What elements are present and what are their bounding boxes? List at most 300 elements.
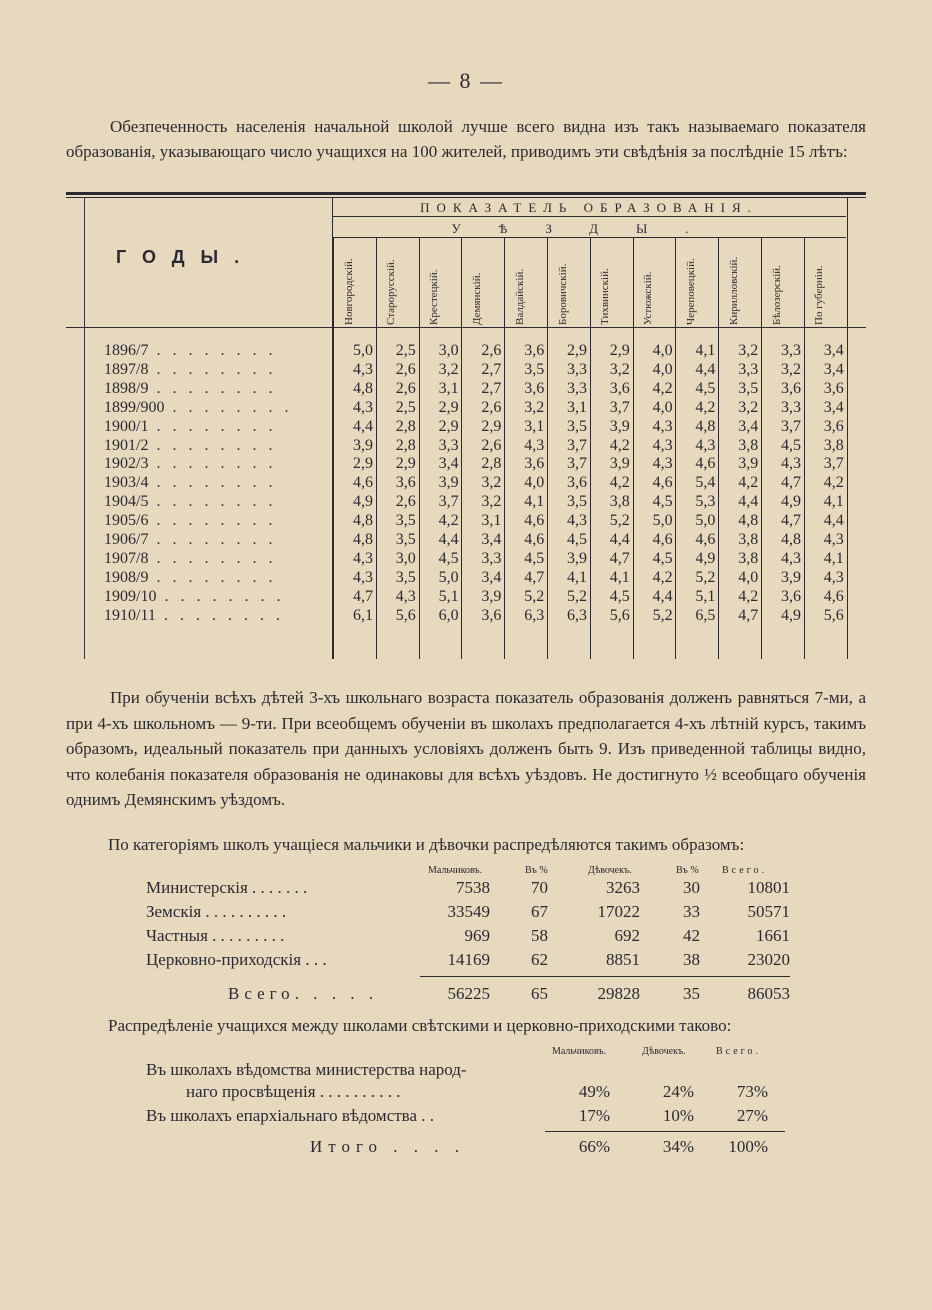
year-text: 1898/9 bbox=[104, 379, 149, 397]
table-cell: 3,5 bbox=[395, 531, 416, 548]
category-value: 33 bbox=[683, 902, 700, 921]
table-cell: 3,4 bbox=[823, 360, 844, 378]
table-cell: 4,5 bbox=[652, 549, 673, 567]
table-top-rule-thin bbox=[66, 197, 866, 198]
leader-dots: . . . bbox=[301, 950, 327, 969]
table-cell: 3,5 bbox=[567, 417, 587, 435]
table-cell: 2,6 bbox=[481, 436, 502, 454]
table-cell: 5,1 bbox=[438, 587, 459, 605]
table-cell: 3,6 bbox=[524, 379, 545, 397]
header-bottom-rule bbox=[66, 327, 866, 328]
leader-dots: . . . . . . . . bbox=[155, 606, 284, 624]
column-divider bbox=[761, 237, 762, 659]
table-cell: 2,7 bbox=[481, 360, 502, 378]
table-cell: 3,9 bbox=[481, 587, 502, 605]
dist-header-girls: Дѣвочекъ. bbox=[642, 1046, 686, 1057]
category-total-value: 29828 bbox=[597, 984, 640, 1003]
leader-dots: . . . . . . . . bbox=[148, 342, 277, 359]
table-cell: 4,8 bbox=[353, 379, 373, 397]
table-cell: 3,3 bbox=[567, 379, 587, 397]
table-cell: 3,6 bbox=[823, 417, 844, 435]
table-cell: 4,7 bbox=[781, 512, 801, 530]
column-divider bbox=[419, 237, 420, 659]
table-cell: 4,4 bbox=[695, 360, 716, 378]
table-cell: 4,3 bbox=[524, 436, 545, 454]
table-cell: 4,2 bbox=[652, 568, 673, 586]
column-header bbox=[761, 239, 804, 325]
dist-header-total: Всего. bbox=[716, 1046, 762, 1057]
table-cell: 4,1 bbox=[823, 549, 844, 567]
category-value: 692 bbox=[614, 926, 640, 945]
table-cell: 3,2 bbox=[738, 398, 759, 416]
leader-dots: . . . . . . . . bbox=[148, 379, 277, 397]
category-name: Церковно-приходскія bbox=[146, 950, 302, 969]
table-cell: 4,0 bbox=[524, 474, 545, 492]
table-cell: 5,0 bbox=[695, 512, 716, 530]
dist-total-girls: 34% bbox=[662, 1137, 694, 1156]
distribution-total-rule bbox=[545, 1131, 785, 1132]
table-cell: 4,3 bbox=[353, 568, 373, 586]
column-divider bbox=[504, 237, 505, 659]
table-cell: 3,9 bbox=[609, 417, 630, 435]
table-cell: 3,5 bbox=[395, 512, 416, 530]
category-value: 3263 bbox=[606, 878, 640, 897]
table-cell: 4,3 bbox=[353, 398, 373, 416]
table-cell: 3,6 bbox=[609, 379, 630, 397]
category-name: Земскія bbox=[146, 902, 202, 921]
leader-dots: . . . . . . . . bbox=[148, 512, 277, 530]
category-value: 42 bbox=[683, 926, 700, 945]
category-value: 14169 bbox=[447, 950, 490, 969]
table-cell: 2,8 bbox=[395, 417, 416, 435]
table-cell: 3,2 bbox=[609, 360, 630, 378]
category-name: Министерскія bbox=[146, 878, 248, 897]
table-cell: 4,3 bbox=[652, 455, 673, 473]
table-cell: 3,7 bbox=[567, 455, 587, 473]
column-divider bbox=[633, 237, 634, 659]
table-cell: 5,2 bbox=[695, 568, 716, 586]
table-cell: 6,3 bbox=[567, 606, 587, 624]
leader-dots: . . . . . . . . bbox=[148, 474, 277, 492]
table-cell: 3,2 bbox=[481, 493, 502, 511]
year-text: 1897/8 bbox=[104, 360, 149, 378]
table-cell: 3,3 bbox=[781, 342, 801, 359]
paragraph-2: При обученіи всѣхъ дѣтей 3-хъ школьнаго возраста показатель образованія долженъ равняться 7-ми, а при 4-хъ школьномъ — 9-ти. При всеобщемъ обученіи въ школахъ предполагается 4-хъ лѣтній курсъ, такимъ образомъ, идеальный показатель при данныхъ условіяхъ долженъ быть 9. Изъ приведенной таблицы видно, что колебанія показателя образованія не одинаковы для всѣхъ уѣздовъ. Не достигнуто ½ всеобщаго обученія однимъ Демянскимъ уѣздомъ. bbox=[66, 688, 866, 809]
table-cell: 3,2 bbox=[738, 342, 759, 359]
year-text: 1903/4 bbox=[104, 474, 149, 492]
leader-dots: . . . . . . . . bbox=[148, 568, 277, 586]
table-cell: 4,1 bbox=[695, 342, 716, 359]
table-cell: 4,8 bbox=[695, 417, 716, 435]
table-cell: 4,1 bbox=[609, 568, 630, 586]
category-name: Частныя bbox=[146, 926, 208, 945]
table-cell: 3,5 bbox=[524, 360, 545, 378]
category-total-value: 65 bbox=[531, 984, 548, 1003]
table-cell: 2,6 bbox=[481, 398, 502, 416]
table-cell: 4,4 bbox=[823, 512, 844, 530]
group-header: ПОКАЗАТЕЛЬ ОБРАЗОВАНІЯ. bbox=[420, 200, 758, 215]
table-cell: 3,9 bbox=[438, 474, 459, 492]
table-vline bbox=[84, 197, 85, 659]
table-cell: 4,3 bbox=[652, 417, 673, 435]
table-cell: 5,2 bbox=[524, 587, 545, 605]
table-cell: 6,3 bbox=[524, 606, 545, 624]
table-cell: 3,6 bbox=[524, 342, 545, 359]
category-value: 23020 bbox=[747, 950, 790, 969]
table-cell: 4,3 bbox=[781, 455, 801, 473]
table-cell: 4,7 bbox=[524, 568, 545, 586]
year-text: 1908/9 bbox=[104, 568, 149, 586]
table-cell: 4,7 bbox=[781, 474, 801, 492]
column-header-label: Бѣлозерскій. bbox=[770, 265, 783, 325]
table-cell: 3,6 bbox=[395, 474, 416, 492]
dist-total-total: 100% bbox=[728, 1137, 768, 1156]
column-header bbox=[504, 239, 547, 325]
table-cell: 5,6 bbox=[823, 606, 844, 624]
dist-row1-label-line1: Въ школахъ вѣдомства министерства народ- bbox=[146, 1060, 467, 1079]
table-cell: 4,8 bbox=[738, 512, 759, 530]
year-label bbox=[104, 550, 334, 568]
table-cell: 4,4 bbox=[438, 531, 459, 548]
table-cell: 4,1 bbox=[823, 493, 844, 511]
table-cell: 5,6 bbox=[395, 606, 416, 624]
table-cell: 6,1 bbox=[353, 606, 373, 624]
subgroup-header: УѢЗДЫ. bbox=[451, 221, 727, 236]
table-cell: 2,5 bbox=[395, 342, 416, 359]
intro-paragraph: Обезпеченность населенія начальной школой лучше всего видна изъ такъ называемаго показателя образованія, указывающаго число учащихся на 100 жителей, приводимъ эти свѣдѣнія за послѣдніе 15 лѣтъ: bbox=[66, 117, 866, 161]
table-cell: 2,5 bbox=[395, 398, 416, 416]
table-cell: 3,9 bbox=[353, 436, 373, 454]
table-cell: 3,1 bbox=[567, 398, 587, 416]
year-label bbox=[104, 399, 334, 417]
column-divider bbox=[804, 237, 805, 659]
table-cell: 4,2 bbox=[609, 474, 630, 492]
table-cell: 4,5 bbox=[567, 531, 587, 548]
leader-dots: . . . . . . . . bbox=[164, 398, 293, 416]
column-header-label: Череповецкій. bbox=[684, 258, 697, 325]
category-value: 7538 bbox=[456, 878, 490, 897]
table-cell: 3,4 bbox=[438, 455, 459, 473]
category-value: 1661 bbox=[756, 926, 790, 945]
category-value: 50571 bbox=[747, 902, 790, 921]
table-cell: 5,1 bbox=[695, 587, 716, 605]
table-cell: 3,2 bbox=[524, 398, 545, 416]
column-header-label: Тихвинскій. bbox=[599, 268, 612, 325]
table-cell: 5,6 bbox=[609, 606, 630, 624]
year-label bbox=[104, 437, 334, 455]
table-cell: 3,0 bbox=[438, 342, 459, 359]
table-cell: 4,2 bbox=[738, 474, 759, 492]
cat-header-boys-pct: Въ % bbox=[525, 865, 548, 876]
column-header-label: Боровичскій. bbox=[556, 263, 569, 325]
table-cell: 4,7 bbox=[353, 587, 373, 605]
column-header bbox=[333, 239, 376, 325]
table-cell: 4,5 bbox=[438, 549, 459, 567]
leader-dots: . . . . . . . . . . bbox=[201, 902, 287, 921]
category-value: 8851 bbox=[606, 950, 640, 969]
table-cell: 3,8 bbox=[609, 493, 630, 511]
leader-dots: . . . . . . . . bbox=[148, 455, 277, 473]
table-cell: 4,7 bbox=[609, 549, 630, 567]
table-cell: 3,7 bbox=[781, 417, 801, 435]
table-cell: 3,1 bbox=[481, 512, 502, 530]
table-cell: 4,8 bbox=[353, 512, 373, 530]
dist-header-boys: Мальчиковъ. bbox=[552, 1046, 607, 1057]
table-cell: 2,7 bbox=[481, 379, 502, 397]
table-cell: 4,8 bbox=[781, 531, 801, 548]
education-index-table bbox=[66, 192, 866, 664]
table-cell: 3,5 bbox=[395, 568, 416, 586]
table-cell: 4,3 bbox=[652, 436, 673, 454]
year-text: 1910/11 bbox=[104, 606, 156, 624]
table-cell: 3,6 bbox=[567, 474, 587, 492]
year-label bbox=[104, 512, 334, 530]
distribution-intro: Распредѣленіе учащихся между школами свѣтскими и церковно-приходскими таково: bbox=[108, 1016, 732, 1035]
table-cell: 4,2 bbox=[609, 436, 630, 454]
table-cell: 3,3 bbox=[481, 549, 502, 567]
table-cell: 2,9 bbox=[395, 455, 416, 473]
dist-row2-boys: 17% bbox=[578, 1106, 610, 1125]
table-cell: 5,0 bbox=[652, 512, 673, 530]
table-cell: 4,6 bbox=[695, 455, 716, 473]
table-cell: 3,5 bbox=[567, 493, 587, 511]
column-divider bbox=[461, 237, 462, 659]
year-text: 1909/10 bbox=[104, 587, 157, 605]
table-cell: 2,9 bbox=[438, 398, 459, 416]
table-cell: 3,3 bbox=[781, 398, 801, 416]
year-label bbox=[104, 342, 334, 360]
table-cell: 4,3 bbox=[781, 549, 801, 567]
category-row-label bbox=[146, 902, 286, 922]
category-value: 62 bbox=[531, 950, 548, 969]
dist-row2-girls: 10% bbox=[662, 1106, 694, 1125]
table-cell: 4,2 bbox=[823, 474, 844, 492]
table-cell: 3,8 bbox=[738, 531, 759, 548]
dist-row1-girls: 24% bbox=[662, 1082, 694, 1101]
category-value: 58 bbox=[531, 926, 548, 945]
table-cell: 3,0 bbox=[395, 549, 416, 567]
column-header-label: Новгородскій. bbox=[342, 258, 355, 325]
table-cell: 4,9 bbox=[695, 549, 716, 567]
column-divider bbox=[718, 237, 719, 659]
year-label bbox=[104, 607, 334, 625]
table-cell: 3,2 bbox=[781, 360, 801, 378]
leader-dots: . . . . . . . . bbox=[148, 531, 277, 548]
dist-row2-label: Въ школахъ епархіальнаго вѣдомства . . bbox=[146, 1106, 435, 1125]
leader-dots: . . . . . . . . . bbox=[207, 926, 285, 945]
category-value: 17022 bbox=[597, 902, 640, 921]
table-cell: 3,4 bbox=[481, 531, 502, 548]
column-header-label: Крестецкій. bbox=[428, 269, 441, 325]
column-divider bbox=[547, 237, 548, 659]
column-divider bbox=[590, 237, 591, 659]
year-label bbox=[104, 455, 334, 473]
table-cell: 4,0 bbox=[652, 360, 673, 378]
year-label bbox=[104, 531, 334, 549]
category-value: 33549 bbox=[447, 902, 490, 921]
table-cell: 4,3 bbox=[695, 436, 716, 454]
table-cell: 4,4 bbox=[609, 531, 630, 548]
table-cell: 3,3 bbox=[738, 360, 759, 378]
table-cell: 3,9 bbox=[781, 568, 801, 586]
table-cell: 4,6 bbox=[524, 531, 545, 548]
table-cell: 3,3 bbox=[567, 360, 587, 378]
table-cell: 3,9 bbox=[738, 455, 759, 473]
column-header bbox=[376, 239, 419, 325]
table-cell: 2,8 bbox=[395, 436, 416, 454]
table-cell: 6,0 bbox=[438, 606, 459, 624]
year-text: 1901/2 bbox=[104, 436, 149, 454]
category-total-name: Всего bbox=[228, 984, 295, 1003]
table-cell: 3,8 bbox=[738, 436, 759, 454]
column-header bbox=[461, 239, 504, 325]
table-cell: 4,3 bbox=[823, 568, 844, 586]
leader-dots: . . . . . . . . bbox=[148, 360, 277, 378]
table-cell: 4,5 bbox=[609, 587, 630, 605]
category-total-label bbox=[228, 984, 378, 1004]
year-text: 1904/5 bbox=[104, 493, 149, 511]
category-total-value: 56225 bbox=[447, 984, 490, 1003]
table-cell: 3,7 bbox=[438, 493, 459, 511]
table-cell: 2,9 bbox=[353, 455, 373, 473]
table-cell: 4,6 bbox=[524, 512, 545, 530]
year-text: 1905/6 bbox=[104, 512, 149, 530]
table-cell: 3,4 bbox=[738, 417, 759, 435]
table-cell: 4,9 bbox=[781, 606, 801, 624]
table-cell: 3,6 bbox=[481, 606, 502, 624]
table-cell: 3,7 bbox=[823, 455, 844, 473]
table-cell: 4,3 bbox=[353, 360, 373, 378]
cat-header-total: Всего. bbox=[722, 865, 768, 876]
table-cell: 3,6 bbox=[524, 455, 545, 473]
table-cell: 4,3 bbox=[823, 531, 844, 548]
year-text: 1902/3 bbox=[104, 455, 149, 473]
cat-header-boys: Мальчиковъ. bbox=[428, 865, 483, 876]
years-header: ГОДЫ. bbox=[116, 247, 256, 267]
table-cell: 4,9 bbox=[353, 493, 373, 511]
column-divider bbox=[376, 237, 377, 659]
leader-dots: . . . . . . . . bbox=[148, 493, 277, 511]
table-cell: 2,6 bbox=[481, 342, 502, 359]
table-cell: 3,5 bbox=[738, 379, 759, 397]
table-cell: 4,4 bbox=[738, 493, 759, 511]
table-cell: 4,5 bbox=[781, 436, 801, 454]
table-cell: 4,8 bbox=[353, 531, 373, 548]
table-cell: 4,6 bbox=[695, 531, 716, 548]
table-cell: 5,2 bbox=[609, 512, 630, 530]
leader-dots: . . . . . . . . bbox=[148, 436, 277, 454]
table-cell: 2,9 bbox=[481, 417, 502, 435]
table-cell: 2,9 bbox=[438, 417, 459, 435]
table-cell: 4,3 bbox=[353, 549, 373, 567]
dist-total-boys: 66% bbox=[578, 1137, 610, 1156]
category-value: 67 bbox=[531, 902, 548, 921]
table-cell: 3,9 bbox=[609, 455, 630, 473]
table-cell: 3,4 bbox=[481, 568, 502, 586]
leader-dots: . . . . . . . bbox=[247, 878, 308, 897]
category-value: 969 bbox=[464, 926, 490, 945]
leader-dots: . . . . . . . . bbox=[148, 549, 277, 567]
table-cell: 4,0 bbox=[652, 342, 673, 359]
leader-dots: . . . . . . . . bbox=[148, 417, 277, 435]
table-cell: 3,6 bbox=[823, 379, 844, 397]
table-cell: 5,2 bbox=[567, 587, 587, 605]
category-value: 70 bbox=[531, 878, 548, 897]
column-header-label: Кирилловскій. bbox=[727, 256, 740, 325]
year-label bbox=[104, 418, 334, 436]
year-label bbox=[104, 361, 334, 379]
category-row-label bbox=[146, 950, 327, 970]
category-value: 10801 bbox=[747, 878, 790, 897]
table-cell: 5,0 bbox=[438, 568, 459, 586]
table-cell: 3,6 bbox=[781, 587, 801, 605]
table-cell: 4,0 bbox=[738, 568, 759, 586]
table-cell: 4,2 bbox=[695, 398, 716, 416]
table-vline bbox=[847, 197, 848, 659]
table-top-rule bbox=[66, 192, 866, 195]
table-cell: 4,9 bbox=[781, 493, 801, 511]
column-header bbox=[633, 239, 676, 325]
table-cell: 6,5 bbox=[695, 606, 716, 624]
year-text: 1907/8 bbox=[104, 549, 149, 567]
column-header bbox=[419, 239, 462, 325]
table-cell: 4,1 bbox=[524, 493, 545, 511]
year-label bbox=[104, 474, 334, 492]
cat-header-girls: Дѣвочекъ. bbox=[588, 865, 632, 876]
column-header bbox=[804, 239, 847, 325]
category-total-value: 35 bbox=[683, 984, 700, 1003]
column-header-label: Старорусскій. bbox=[385, 259, 398, 325]
table-cell: 4,0 bbox=[652, 398, 673, 416]
group-header-rule bbox=[333, 216, 846, 217]
table-cell: 4,5 bbox=[652, 493, 673, 511]
column-divider bbox=[675, 237, 676, 659]
table-cell: 4,7 bbox=[738, 606, 759, 624]
categories-intro: По категоріямъ школъ учащіеся мальчики и дѣвочки распредѣляются такимъ образомъ: bbox=[108, 835, 745, 854]
dist-row2-total: 27% bbox=[736, 1106, 768, 1125]
table-cell: 2,6 bbox=[395, 493, 416, 511]
year-label bbox=[104, 493, 334, 511]
dist-total-label: Итого . . . . bbox=[310, 1137, 466, 1156]
page-number: — 8 — bbox=[428, 68, 504, 93]
table-cell: 3,7 bbox=[567, 436, 587, 454]
table-cell: 4,2 bbox=[652, 379, 673, 397]
year-label bbox=[104, 380, 334, 398]
table-cell: 3,4 bbox=[823, 398, 844, 416]
category-total-value: 86053 bbox=[747, 984, 790, 1003]
column-divider bbox=[333, 237, 334, 659]
column-header bbox=[590, 239, 633, 325]
table-cell: 4,6 bbox=[652, 531, 673, 548]
category-row-label bbox=[146, 878, 307, 898]
dist-row1-total: 73% bbox=[736, 1082, 768, 1101]
column-header-label: Устюжскій. bbox=[642, 271, 655, 325]
table-cell: 2,9 bbox=[567, 342, 587, 359]
table-cell: 3,6 bbox=[781, 379, 801, 397]
leader-dots: . . . . . bbox=[294, 984, 378, 1003]
table-cell: 3,2 bbox=[481, 474, 502, 492]
column-header bbox=[718, 239, 761, 325]
table-cell: 4,2 bbox=[438, 512, 459, 530]
column-header-label: Демянскій. bbox=[470, 272, 483, 325]
table-cell: 3,1 bbox=[438, 379, 459, 397]
table-cell: 5,2 bbox=[652, 606, 673, 624]
year-label bbox=[104, 569, 334, 587]
column-header-label: По губерніи. bbox=[813, 265, 826, 325]
table-cell: 4,5 bbox=[524, 549, 545, 567]
table-cell: 3,4 bbox=[823, 342, 844, 359]
table-cell: 4,6 bbox=[353, 474, 373, 492]
